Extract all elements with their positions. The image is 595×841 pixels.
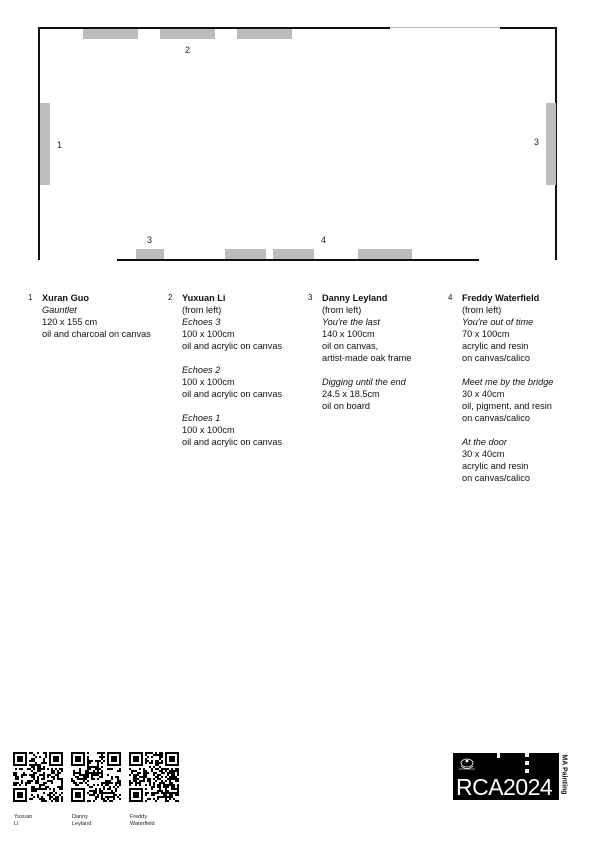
artwork-title: Gauntlet xyxy=(42,305,77,315)
artwork-detail: (from left) xyxy=(322,305,362,315)
artwork-detail: 24.5 x 18.5cm xyxy=(322,389,380,399)
artwork-detail: 70 x 100cm xyxy=(462,329,510,339)
plan-label-bottom-right: 4 xyxy=(321,235,327,245)
artist-name: Danny Leyland xyxy=(322,293,388,303)
line-gap xyxy=(182,400,282,412)
artwork-detail: 140 x 100cm xyxy=(322,329,375,339)
plan-label-bottom-left: 3 xyxy=(147,235,153,245)
logo-mark xyxy=(525,761,529,765)
qr-label-line: Freddy xyxy=(130,814,148,820)
artwork-detail: on canvas/calico xyxy=(462,473,530,483)
entry-number: 4 xyxy=(448,293,453,302)
qr-label-line: Leyland xyxy=(72,821,92,827)
qr-label-line: Danny xyxy=(72,814,88,820)
entry-3 xyxy=(308,292,412,412)
qr-label-line: Yuxuan xyxy=(14,814,33,820)
panel-bottom-4 xyxy=(358,249,412,259)
artist-name: Xuran Guo xyxy=(42,293,89,303)
line-gap xyxy=(462,364,553,376)
panel-top-2 xyxy=(160,29,215,39)
artwork-detail: oil and acrylic on canvas xyxy=(182,341,283,351)
artwork-detail: oil and acrylic on canvas xyxy=(182,389,283,399)
entry-lines xyxy=(42,304,151,340)
entry-number: 2 xyxy=(168,293,173,302)
artwork-detail: oil and acrylic on canvas xyxy=(182,437,283,447)
artwork-title: Echoes 1 xyxy=(182,413,221,423)
artwork-title: Meet me by the bridge xyxy=(462,377,554,387)
qr-label-line: Li xyxy=(14,821,19,827)
entry-2 xyxy=(168,292,283,448)
artwork-title: Digging until the end xyxy=(322,377,406,387)
artwork-detail: 100 x 100cm xyxy=(182,377,235,387)
logo-text: RCA2024 xyxy=(456,774,553,800)
panel-bottom-2 xyxy=(225,249,266,259)
artwork-detail: acrylic and resin xyxy=(462,341,529,351)
line-gap xyxy=(462,424,553,436)
rca-crest-icon xyxy=(457,757,477,771)
artwork-detail: acrylic and resin xyxy=(462,461,529,471)
line-gap xyxy=(182,352,282,364)
artwork-detail: (from left) xyxy=(462,305,502,315)
panel-top-1 xyxy=(83,29,138,39)
artist-name: Yuxuan Li xyxy=(182,293,226,303)
artwork-title: You're the last xyxy=(322,317,380,327)
artwork-detail: 100 x 100cm xyxy=(182,329,235,339)
plan-label-top: 2 xyxy=(185,45,191,55)
artwork-title: At the door xyxy=(462,437,507,447)
rca-logo xyxy=(453,753,559,800)
panel-right xyxy=(546,103,556,185)
plan-label-right: 3 xyxy=(534,137,540,147)
logo-vertical-label xyxy=(559,753,569,800)
qr-code-icon[interactable] xyxy=(13,752,63,802)
entry-number: 1 xyxy=(28,293,33,302)
plan-label-left: 1 xyxy=(57,140,63,150)
artwork-title: Echoes 2 xyxy=(182,365,221,375)
artwork-detail: oil and charcoal on canvas xyxy=(42,329,151,339)
artwork-detail: on canvas/calico xyxy=(462,353,530,363)
entry-lines xyxy=(182,304,282,448)
logo-mark xyxy=(497,753,500,758)
logo-mark xyxy=(525,769,529,773)
qr-label-freddy xyxy=(130,814,170,828)
qr-label-line: Waterfield xyxy=(130,821,155,827)
wall-top-right xyxy=(500,27,556,29)
line-gap xyxy=(322,364,411,376)
artwork-detail: oil on canvas, xyxy=(322,341,379,351)
artwork-detail: artist-made oak frame xyxy=(322,353,412,363)
artist-name: Freddy Waterfield xyxy=(462,293,540,303)
logo-mark xyxy=(525,753,529,757)
panel-bottom-1 xyxy=(136,249,164,259)
panel-top-3 xyxy=(237,29,292,39)
qr-label-yuxuan xyxy=(14,814,54,828)
artwork-title: Echoes 3 xyxy=(182,317,221,327)
artwork-detail: 30 x 40cm xyxy=(462,449,505,459)
artwork-detail: oil, pigment, and resin xyxy=(462,401,552,411)
entry-number: 3 xyxy=(308,293,313,302)
programme-name: MA Painting xyxy=(560,754,568,795)
entry-1 xyxy=(28,292,151,340)
artwork-detail: on canvas/calico xyxy=(462,413,530,423)
artwork-title: You're out of time xyxy=(462,317,534,327)
artwork-detail: oil on board xyxy=(322,401,371,411)
entry-lines xyxy=(462,304,553,484)
panel-left xyxy=(40,103,50,185)
wall-bottom xyxy=(117,259,479,261)
artwork-detail: 100 x 100cm xyxy=(182,425,235,435)
artwork-detail: 30 x 40cm xyxy=(462,389,505,399)
artwork-detail: (from left) xyxy=(182,305,222,315)
panel-bottom-3 xyxy=(273,249,314,259)
entry-4 xyxy=(448,292,554,484)
artwork-detail: 120 x 155 cm xyxy=(42,317,98,327)
entry-lines xyxy=(322,304,411,412)
qr-label-danny xyxy=(72,814,112,828)
qr-code-icon[interactable] xyxy=(129,752,179,802)
qr-code-icon[interactable] xyxy=(71,752,121,802)
